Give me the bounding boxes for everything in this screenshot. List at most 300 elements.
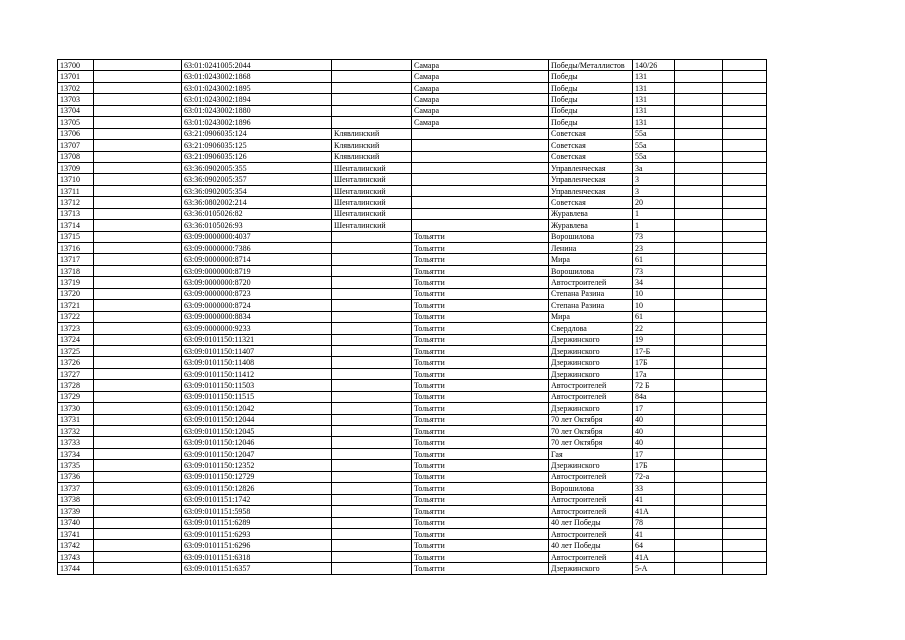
blank-cell-b[interactable]: [94, 94, 182, 105]
row-number-cell[interactable]: 13727: [58, 368, 94, 379]
district-cell[interactable]: Шенталинский: [332, 220, 412, 231]
street-cell[interactable]: Автостроителей: [549, 391, 633, 402]
district-cell[interactable]: [332, 448, 412, 459]
house-number-cell[interactable]: 40: [633, 426, 675, 437]
blank-cell-i[interactable]: [723, 243, 767, 254]
city-cell[interactable]: Тольятти: [412, 300, 549, 311]
house-number-cell[interactable]: 131: [633, 105, 675, 116]
city-cell[interactable]: Самара: [412, 94, 549, 105]
blank-cell-h[interactable]: [675, 185, 723, 196]
street-cell[interactable]: Советская: [549, 197, 633, 208]
house-number-cell[interactable]: 61: [633, 254, 675, 265]
house-number-cell[interactable]: 17Б: [633, 357, 675, 368]
district-cell[interactable]: [332, 265, 412, 276]
street-cell[interactable]: Победы: [549, 94, 633, 105]
street-cell[interactable]: Журавлева: [549, 208, 633, 219]
blank-cell-h[interactable]: [675, 94, 723, 105]
row-number-cell[interactable]: 13718: [58, 265, 94, 276]
street-cell[interactable]: Управленческая: [549, 174, 633, 185]
city-cell[interactable]: Тольятти: [412, 288, 549, 299]
house-number-cell[interactable]: 41: [633, 494, 675, 505]
blank-cell-i[interactable]: [723, 82, 767, 93]
house-number-cell[interactable]: 23: [633, 243, 675, 254]
district-cell[interactable]: Клявлинский: [332, 151, 412, 162]
blank-cell-b[interactable]: [94, 254, 182, 265]
blank-cell-h[interactable]: [675, 151, 723, 162]
blank-cell-h[interactable]: [675, 517, 723, 528]
district-cell[interactable]: [332, 563, 412, 574]
blank-cell-h[interactable]: [675, 357, 723, 368]
blank-cell-i[interactable]: [723, 437, 767, 448]
street-cell[interactable]: Степана Разина: [549, 300, 633, 311]
row-number-cell[interactable]: 13716: [58, 243, 94, 254]
blank-cell-h[interactable]: [675, 140, 723, 151]
city-cell[interactable]: Самара: [412, 82, 549, 93]
blank-cell-h[interactable]: [675, 288, 723, 299]
street-cell[interactable]: Автостроителей: [549, 494, 633, 505]
row-number-cell[interactable]: 13713: [58, 208, 94, 219]
street-cell[interactable]: Степана Разина: [549, 288, 633, 299]
blank-cell-i[interactable]: [723, 220, 767, 231]
blank-cell-b[interactable]: [94, 460, 182, 471]
district-cell[interactable]: Шенталинский: [332, 185, 412, 196]
blank-cell-b[interactable]: [94, 220, 182, 231]
house-number-cell[interactable]: 17: [633, 448, 675, 459]
blank-cell-b[interactable]: [94, 60, 182, 71]
blank-cell-i[interactable]: [723, 414, 767, 425]
cadastral-number-cell[interactable]: 63:09:0000000:8724: [182, 300, 332, 311]
city-cell[interactable]: Тольятти: [412, 551, 549, 562]
cadastral-number-cell[interactable]: 63:09:0101151:6293: [182, 528, 332, 539]
district-cell[interactable]: Шенталинский: [332, 208, 412, 219]
street-cell[interactable]: Победы: [549, 71, 633, 82]
blank-cell-i[interactable]: [723, 323, 767, 334]
row-number-cell[interactable]: 13736: [58, 471, 94, 482]
cadastral-number-cell[interactable]: 63:09:0000000:8719: [182, 265, 332, 276]
row-number-cell[interactable]: 13701: [58, 71, 94, 82]
city-cell[interactable]: [412, 220, 549, 231]
blank-cell-b[interactable]: [94, 517, 182, 528]
city-cell[interactable]: Тольятти: [412, 528, 549, 539]
street-cell[interactable]: Автостроителей: [549, 528, 633, 539]
blank-cell-i[interactable]: [723, 517, 767, 528]
cadastral-number-cell[interactable]: 63:21:0906035:124: [182, 128, 332, 139]
house-number-cell[interactable]: 10: [633, 300, 675, 311]
district-cell[interactable]: [332, 277, 412, 288]
blank-cell-b[interactable]: [94, 506, 182, 517]
blank-cell-h[interactable]: [675, 323, 723, 334]
blank-cell-h[interactable]: [675, 311, 723, 322]
row-number-cell[interactable]: 13739: [58, 506, 94, 517]
row-number-cell[interactable]: 13722: [58, 311, 94, 322]
row-number-cell[interactable]: 13703: [58, 94, 94, 105]
house-number-cell[interactable]: 84а: [633, 391, 675, 402]
district-cell[interactable]: [332, 105, 412, 116]
district-cell[interactable]: [332, 403, 412, 414]
house-number-cell[interactable]: 34: [633, 277, 675, 288]
district-cell[interactable]: [332, 528, 412, 539]
street-cell[interactable]: Автостроителей: [549, 471, 633, 482]
house-number-cell[interactable]: 73: [633, 265, 675, 276]
row-number-cell[interactable]: 13726: [58, 357, 94, 368]
blank-cell-i[interactable]: [723, 311, 767, 322]
city-cell[interactable]: Тольятти: [412, 265, 549, 276]
city-cell[interactable]: Тольятти: [412, 311, 549, 322]
street-cell[interactable]: Дзержинского: [549, 357, 633, 368]
district-cell[interactable]: [332, 494, 412, 505]
district-cell[interactable]: [332, 60, 412, 71]
street-cell[interactable]: Советская: [549, 128, 633, 139]
city-cell[interactable]: [412, 140, 549, 151]
row-number-cell[interactable]: 13744: [58, 563, 94, 574]
row-number-cell[interactable]: 13732: [58, 426, 94, 437]
district-cell[interactable]: [332, 380, 412, 391]
district-cell[interactable]: [332, 243, 412, 254]
blank-cell-b[interactable]: [94, 345, 182, 356]
blank-cell-b[interactable]: [94, 311, 182, 322]
row-number-cell[interactable]: 13700: [58, 60, 94, 71]
street-cell[interactable]: 70 лет Октября: [549, 414, 633, 425]
blank-cell-h[interactable]: [675, 277, 723, 288]
city-cell[interactable]: Самара: [412, 71, 549, 82]
cadastral-number-cell[interactable]: 63:01:0243002:1868: [182, 71, 332, 82]
house-number-cell[interactable]: 131: [633, 117, 675, 128]
street-cell[interactable]: Дзержинского: [549, 460, 633, 471]
blank-cell-h[interactable]: [675, 345, 723, 356]
blank-cell-h[interactable]: [675, 540, 723, 551]
row-number-cell[interactable]: 13729: [58, 391, 94, 402]
blank-cell-b[interactable]: [94, 117, 182, 128]
blank-cell-i[interactable]: [723, 403, 767, 414]
city-cell[interactable]: [412, 185, 549, 196]
blank-cell-h[interactable]: [675, 220, 723, 231]
blank-cell-i[interactable]: [723, 162, 767, 173]
district-cell[interactable]: [332, 517, 412, 528]
blank-cell-b[interactable]: [94, 162, 182, 173]
street-cell[interactable]: Управленческая: [549, 185, 633, 196]
district-cell[interactable]: [332, 506, 412, 517]
blank-cell-h[interactable]: [675, 448, 723, 459]
row-number-cell[interactable]: 13706: [58, 128, 94, 139]
cadastral-number-cell[interactable]: 63:09:0101150:11412: [182, 368, 332, 379]
blank-cell-i[interactable]: [723, 540, 767, 551]
blank-cell-i[interactable]: [723, 151, 767, 162]
district-cell[interactable]: [332, 414, 412, 425]
blank-cell-i[interactable]: [723, 300, 767, 311]
blank-cell-i[interactable]: [723, 128, 767, 139]
cadastral-number-cell[interactable]: 63:09:0000000:7386: [182, 243, 332, 254]
city-cell[interactable]: Тольятти: [412, 540, 549, 551]
house-number-cell[interactable]: 55а: [633, 128, 675, 139]
street-cell[interactable]: Дзержинского: [549, 403, 633, 414]
cadastral-number-cell[interactable]: 63:09:0000000:4037: [182, 231, 332, 242]
blank-cell-b[interactable]: [94, 380, 182, 391]
street-cell[interactable]: Дзержинского: [549, 345, 633, 356]
house-number-cell[interactable]: 40: [633, 437, 675, 448]
district-cell[interactable]: Шенталинский: [332, 197, 412, 208]
house-number-cell[interactable]: 3: [633, 185, 675, 196]
house-number-cell[interactable]: 3: [633, 174, 675, 185]
blank-cell-i[interactable]: [723, 60, 767, 71]
house-number-cell[interactable]: 131: [633, 71, 675, 82]
house-number-cell[interactable]: 73: [633, 231, 675, 242]
blank-cell-b[interactable]: [94, 300, 182, 311]
city-cell[interactable]: Тольятти: [412, 357, 549, 368]
house-number-cell[interactable]: 41: [633, 528, 675, 539]
blank-cell-i[interactable]: [723, 380, 767, 391]
street-cell[interactable]: Гая: [549, 448, 633, 459]
cadastral-number-cell[interactable]: 63:09:0101151:6296: [182, 540, 332, 551]
house-number-cell[interactable]: 17Б: [633, 460, 675, 471]
street-cell[interactable]: Дзержинского: [549, 368, 633, 379]
city-cell[interactable]: Тольятти: [412, 380, 549, 391]
street-cell[interactable]: Управленческая: [549, 162, 633, 173]
blank-cell-h[interactable]: [675, 117, 723, 128]
blank-cell-i[interactable]: [723, 71, 767, 82]
cadastral-number-cell[interactable]: 63:36:0902005:355: [182, 162, 332, 173]
street-cell[interactable]: Ворошилова: [549, 265, 633, 276]
street-cell[interactable]: 70 лет Октября: [549, 426, 633, 437]
cadastral-number-cell[interactable]: 63:09:0101150:12826: [182, 483, 332, 494]
city-cell[interactable]: Тольятти: [412, 231, 549, 242]
blank-cell-h[interactable]: [675, 162, 723, 173]
cadastral-number-cell[interactable]: 63:36:0105026:82: [182, 208, 332, 219]
cadastral-number-cell[interactable]: 63:09:0101151:6289: [182, 517, 332, 528]
street-cell[interactable]: 70 лет Октября: [549, 437, 633, 448]
cadastral-number-cell[interactable]: 63:09:0101151:5958: [182, 506, 332, 517]
blank-cell-h[interactable]: [675, 60, 723, 71]
row-number-cell[interactable]: 13725: [58, 345, 94, 356]
district-cell[interactable]: [332, 300, 412, 311]
city-cell[interactable]: Тольятти: [412, 368, 549, 379]
street-cell[interactable]: Мира: [549, 311, 633, 322]
blank-cell-i[interactable]: [723, 506, 767, 517]
blank-cell-b[interactable]: [94, 426, 182, 437]
blank-cell-b[interactable]: [94, 494, 182, 505]
street-cell[interactable]: Дзержинского: [549, 334, 633, 345]
house-number-cell[interactable]: 61: [633, 311, 675, 322]
district-cell[interactable]: Шенталинский: [332, 174, 412, 185]
street-cell[interactable]: Автостроителей: [549, 506, 633, 517]
city-cell[interactable]: [412, 208, 549, 219]
district-cell[interactable]: [332, 334, 412, 345]
city-cell[interactable]: Тольятти: [412, 345, 549, 356]
blank-cell-i[interactable]: [723, 460, 767, 471]
district-cell[interactable]: [332, 82, 412, 93]
blank-cell-h[interactable]: [675, 71, 723, 82]
house-number-cell[interactable]: 41А: [633, 506, 675, 517]
blank-cell-h[interactable]: [675, 174, 723, 185]
blank-cell-i[interactable]: [723, 357, 767, 368]
blank-cell-h[interactable]: [675, 471, 723, 482]
house-number-cell[interactable]: 131: [633, 94, 675, 105]
cadastral-number-cell[interactable]: 63:01:0243002:1895: [182, 82, 332, 93]
district-cell[interactable]: Клявлинский: [332, 140, 412, 151]
cadastral-number-cell[interactable]: 63:09:0101150:11515: [182, 391, 332, 402]
blank-cell-h[interactable]: [675, 391, 723, 402]
blank-cell-b[interactable]: [94, 334, 182, 345]
blank-cell-i[interactable]: [723, 471, 767, 482]
city-cell[interactable]: Самара: [412, 117, 549, 128]
house-number-cell[interactable]: 41А: [633, 551, 675, 562]
row-number-cell[interactable]: 13741: [58, 528, 94, 539]
district-cell[interactable]: [332, 311, 412, 322]
row-number-cell[interactable]: 13711: [58, 185, 94, 196]
district-cell[interactable]: [332, 368, 412, 379]
district-cell[interactable]: [332, 254, 412, 265]
blank-cell-i[interactable]: [723, 345, 767, 356]
row-number-cell[interactable]: 13714: [58, 220, 94, 231]
street-cell[interactable]: Дзержинского: [549, 563, 633, 574]
cadastral-number-cell[interactable]: 63:09:0000000:8723: [182, 288, 332, 299]
house-number-cell[interactable]: 33: [633, 483, 675, 494]
blank-cell-b[interactable]: [94, 140, 182, 151]
blank-cell-i[interactable]: [723, 368, 767, 379]
house-number-cell[interactable]: 17-Б: [633, 345, 675, 356]
district-cell[interactable]: [332, 94, 412, 105]
street-cell[interactable]: Автостроителей: [549, 380, 633, 391]
row-number-cell[interactable]: 13708: [58, 151, 94, 162]
city-cell[interactable]: Тольятти: [412, 254, 549, 265]
district-cell[interactable]: [332, 483, 412, 494]
blank-cell-h[interactable]: [675, 528, 723, 539]
cadastral-number-cell[interactable]: 63:09:0101151:1742: [182, 494, 332, 505]
blank-cell-i[interactable]: [723, 140, 767, 151]
blank-cell-h[interactable]: [675, 506, 723, 517]
blank-cell-h[interactable]: [675, 254, 723, 265]
district-cell[interactable]: [332, 231, 412, 242]
blank-cell-b[interactable]: [94, 437, 182, 448]
cadastral-number-cell[interactable]: 63:09:0101150:12042: [182, 403, 332, 414]
cadastral-number-cell[interactable]: 63:09:0101150:11503: [182, 380, 332, 391]
house-number-cell[interactable]: 10: [633, 288, 675, 299]
district-cell[interactable]: [332, 323, 412, 334]
city-cell[interactable]: Тольятти: [412, 391, 549, 402]
row-number-cell[interactable]: 13730: [58, 403, 94, 414]
blank-cell-i[interactable]: [723, 426, 767, 437]
blank-cell-b[interactable]: [94, 71, 182, 82]
city-cell[interactable]: [412, 128, 549, 139]
city-cell[interactable]: Тольятти: [412, 414, 549, 425]
city-cell[interactable]: [412, 174, 549, 185]
blank-cell-b[interactable]: [94, 82, 182, 93]
blank-cell-b[interactable]: [94, 551, 182, 562]
cadastral-number-cell[interactable]: 63:09:0101151:6318: [182, 551, 332, 562]
blank-cell-b[interactable]: [94, 368, 182, 379]
blank-cell-i[interactable]: [723, 117, 767, 128]
cadastral-number-cell[interactable]: 63:09:0101150:12352: [182, 460, 332, 471]
cadastral-number-cell[interactable]: 63:01:0241005:2044: [182, 60, 332, 71]
street-cell[interactable]: Советская: [549, 151, 633, 162]
city-cell[interactable]: Самара: [412, 105, 549, 116]
row-number-cell[interactable]: 13719: [58, 277, 94, 288]
blank-cell-i[interactable]: [723, 94, 767, 105]
blank-cell-i[interactable]: [723, 265, 767, 276]
city-cell[interactable]: Самара: [412, 60, 549, 71]
district-cell[interactable]: [332, 540, 412, 551]
cadastral-number-cell[interactable]: 63:09:0101151:6357: [182, 563, 332, 574]
street-cell[interactable]: Свердлова: [549, 323, 633, 334]
blank-cell-b[interactable]: [94, 323, 182, 334]
blank-cell-i[interactable]: [723, 448, 767, 459]
blank-cell-h[interactable]: [675, 414, 723, 425]
cadastral-number-cell[interactable]: 63:36:0902005:354: [182, 185, 332, 196]
district-cell[interactable]: [332, 551, 412, 562]
blank-cell-h[interactable]: [675, 426, 723, 437]
street-cell[interactable]: 40 лет Победы: [549, 517, 633, 528]
city-cell[interactable]: Тольятти: [412, 426, 549, 437]
house-number-cell[interactable]: 140/26: [633, 60, 675, 71]
district-cell[interactable]: Шенталинский: [332, 162, 412, 173]
blank-cell-h[interactable]: [675, 231, 723, 242]
blank-cell-h[interactable]: [675, 437, 723, 448]
blank-cell-h[interactable]: [675, 380, 723, 391]
street-cell[interactable]: Победы: [549, 117, 633, 128]
blank-cell-b[interactable]: [94, 403, 182, 414]
blank-cell-h[interactable]: [675, 82, 723, 93]
blank-cell-b[interactable]: [94, 277, 182, 288]
city-cell[interactable]: Тольятти: [412, 483, 549, 494]
blank-cell-b[interactable]: [94, 563, 182, 574]
row-number-cell[interactable]: 13715: [58, 231, 94, 242]
city-cell[interactable]: [412, 197, 549, 208]
street-cell[interactable]: Автостроителей: [549, 277, 633, 288]
district-cell[interactable]: [332, 437, 412, 448]
blank-cell-b[interactable]: [94, 448, 182, 459]
blank-cell-h[interactable]: [675, 197, 723, 208]
city-cell[interactable]: Тольятти: [412, 323, 549, 334]
row-number-cell[interactable]: 13712: [58, 197, 94, 208]
row-number-cell[interactable]: 13707: [58, 140, 94, 151]
blank-cell-h[interactable]: [675, 265, 723, 276]
city-cell[interactable]: Тольятти: [412, 506, 549, 517]
city-cell[interactable]: Тольятти: [412, 334, 549, 345]
row-number-cell[interactable]: 13735: [58, 460, 94, 471]
cadastral-number-cell[interactable]: 63:01:0243002:1880: [182, 105, 332, 116]
city-cell[interactable]: Тольятти: [412, 277, 549, 288]
street-cell[interactable]: 40 лет Победы: [549, 540, 633, 551]
street-cell[interactable]: Журавлева: [549, 220, 633, 231]
blank-cell-i[interactable]: [723, 483, 767, 494]
city-cell[interactable]: Тольятти: [412, 471, 549, 482]
house-number-cell[interactable]: 64: [633, 540, 675, 551]
blank-cell-i[interactable]: [723, 185, 767, 196]
street-cell[interactable]: Победы/Металлистов: [549, 60, 633, 71]
cadastral-number-cell[interactable]: 63:09:0101150:12044: [182, 414, 332, 425]
street-cell[interactable]: Ленина: [549, 243, 633, 254]
blank-cell-b[interactable]: [94, 185, 182, 196]
cadastral-number-cell[interactable]: 63:09:0000000:8714: [182, 254, 332, 265]
row-number-cell[interactable]: 13705: [58, 117, 94, 128]
row-number-cell[interactable]: 13743: [58, 551, 94, 562]
blank-cell-b[interactable]: [94, 208, 182, 219]
blank-cell-h[interactable]: [675, 551, 723, 562]
cadastral-number-cell[interactable]: 63:09:0000000:8834: [182, 311, 332, 322]
city-cell[interactable]: Тольятти: [412, 243, 549, 254]
blank-cell-h[interactable]: [675, 483, 723, 494]
blank-cell-h[interactable]: [675, 403, 723, 414]
row-number-cell[interactable]: 13728: [58, 380, 94, 391]
blank-cell-b[interactable]: [94, 288, 182, 299]
blank-cell-h[interactable]: [675, 243, 723, 254]
blank-cell-h[interactable]: [675, 368, 723, 379]
blank-cell-b[interactable]: [94, 265, 182, 276]
blank-cell-h[interactable]: [675, 128, 723, 139]
blank-cell-b[interactable]: [94, 174, 182, 185]
street-cell[interactable]: Ворошилова: [549, 483, 633, 494]
cadastral-number-cell[interactable]: 63:21:0906035:126: [182, 151, 332, 162]
city-cell[interactable]: Тольятти: [412, 563, 549, 574]
